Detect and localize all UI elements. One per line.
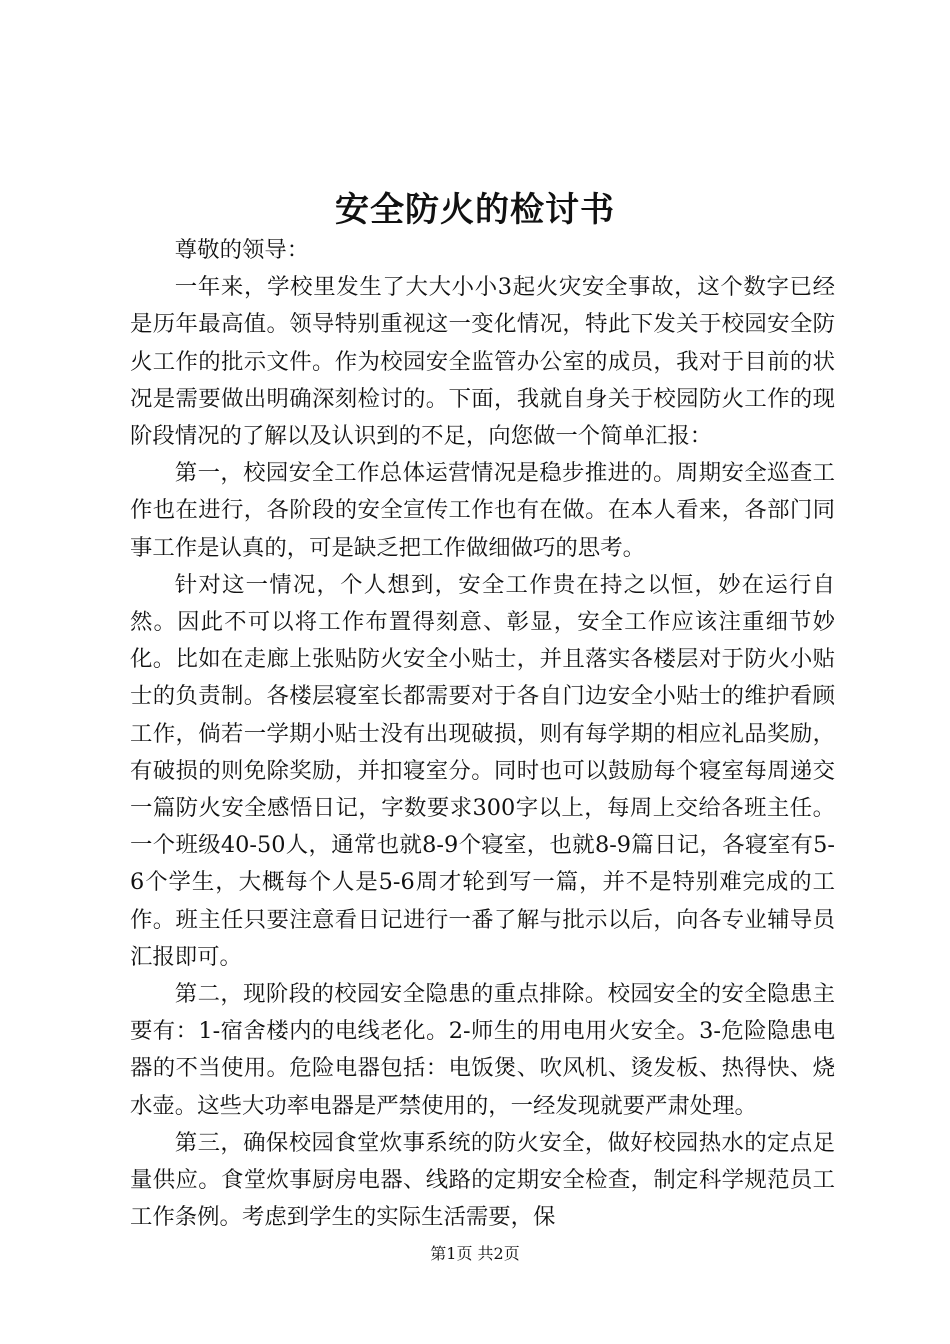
page-number-footer: 第1页 共2页 (430, 1244, 520, 1263)
paragraph-intro: 一年来，学校里发生了大大小小3起火灾安全事故，这个数字已经是历年最高值。领导特别重视这一变化情况，特此下发关于校园安全防火工作的批示文件。作为校园安全监管办公室的成员，我对于目前的状况是需要做出明确深刻检讨的。下面，我就自身关于校园防火工作的现阶段情况的了解以及认识到的不足，向您做一个简单汇报： (130, 274, 835, 450)
document-title: 安全防火的检讨书 (335, 190, 615, 230)
paragraph-measures: 针对这一情况，个人想到，安全工作贵在持之以恒，妙在运行自然。因此不可以将工作布置得刻意、彰显，安全工作应该注重细节妙化。比如在走廊上张贴防火安全小贴士，并且落实各楼层对于防火小贴士的负责制。各楼层寝室长都需要对于各自门边安全小贴士的维护看顾工作，倘若一学期小贴士没有出现破损，则有每学期的相应礼品奖励，有破损的则免除奖励，并扣寝室分。同时也可以鼓励每个寝室每周递交一篇防火安全感悟日记，字数要求300字以上，每周上交给各班主任。一个班级40-50人，通常也就8-9个寝室，也就8-9篇日记，各寝室有5-6个学生，大概每个人是5-6周才轮到写一篇，并不是特别难完成的工作。班主任只要注意看日记进行一番了解与批示以后，向各专业辅导员汇报即可。 (130, 571, 835, 970)
document-body (130, 232, 835, 1236)
paragraph-second: 第二，现阶段的校园安全隐患的重点排除。校园安全的安全隐患主要有：1-宿舍楼内的电线老化。2-师生的用电用火安全。3-危险隐患电器的不当使用。危险电器包括：电饭煲、吹风机、烫发板、热得快、烧水壶。这些大功率电器是严禁使用的，一经发现就要严肃处理。 (130, 981, 835, 1119)
salutation: 尊敬的领导： (174, 237, 310, 263)
paragraph-first: 第一，校园安全工作总体运营情况是稳步推进的。周期安全巡查工作也在进行，各阶段的安全宣传工作也有在做。在本人看来，各部门同事工作是认真的，可是缺乏把工作做细做巧的思考。 (130, 460, 835, 561)
paragraph-third: 第三，确保校园食堂炊事系统的防火安全，做好校园热水的定点足量供应。食堂炊事厨房电器、线路的定期安全检查，制定科学规范员工工作条例。考虑到学生的实际生活需要，保 (130, 1129, 835, 1231)
